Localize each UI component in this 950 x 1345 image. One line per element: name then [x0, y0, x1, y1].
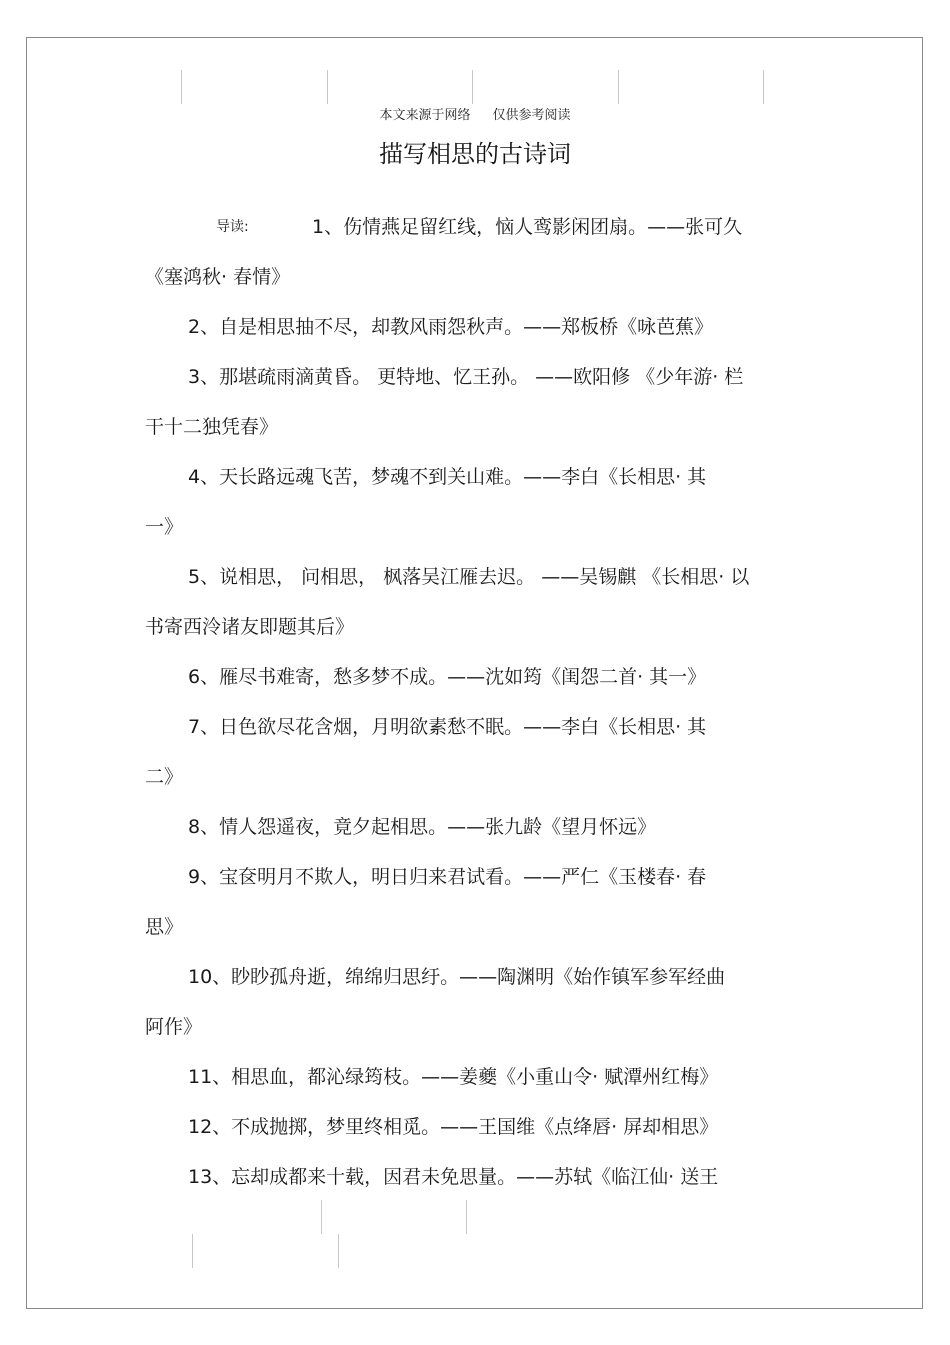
header-source: 本文来源于网络 [379, 108, 471, 123]
header-note [0, 104, 950, 123]
poem-line: 3、那堪疏雨滴黄昏。 更特地、忆王孙。 ——欧阳修 《少年游· 栏 [188, 366, 744, 388]
poem-line: 11、相思血，都沁绿筠枝。——姜夔《小重山令· 赋潭州红梅》 [188, 1066, 719, 1088]
poem-line: 7、日色欲尽花含烟，月明欲素愁不眠。——李白《长相思· 其 [188, 716, 707, 738]
scan-artifact-line [192, 1234, 193, 1268]
scan-artifact-line [618, 70, 619, 104]
scan-artifact-line [327, 70, 328, 104]
poem-line: 6、雁尽书难寄，愁多梦不成。——沈如筠《闺怨二首· 其一》 [188, 666, 707, 688]
poem-line: 5、说相思， 问相思， 枫落吴江雁去迟。 ——吴锡麒 《长相思· 以 [188, 566, 750, 588]
poem-line: 12、不成抛掷，梦里终相觅。——王国维《点绛唇· 屏却相思》 [188, 1116, 719, 1138]
scan-artifact-line [321, 1200, 322, 1234]
poem-line: 1、伤情燕足留红线，恼人鸾影闲团扇。——张可久 [312, 216, 743, 238]
scan-artifact-line [466, 1200, 467, 1234]
scan-artifact-line [338, 1234, 339, 1268]
poem-line: 2、自是相思抽不尽，却教风雨怨秋声。——郑板桥《咏芭蕉》 [188, 316, 714, 338]
poem-line: 10、眇眇孤舟逝，绵绵归思纡。——陶渊明《始作镇军参军经曲 [188, 966, 726, 988]
poem-line: 二》 [145, 766, 184, 788]
poem-line: 13、忘却成都来十载，因君未免思量。——苏轼《临江仙· 送王 [188, 1166, 719, 1188]
poem-line: 8、情人怨遥夜，竟夕起相思。——张九龄《望月怀远》 [188, 816, 657, 838]
scan-artifact-line [181, 70, 182, 104]
poem-line: 一》 [145, 516, 184, 538]
poem-line: 4、天长路远魂飞苦，梦魂不到关山难。——李白《长相思· 其 [188, 466, 707, 488]
poem-line: 9、宝奁明月不欺人，明日归来君试看。——严仁《玉楼春· 春 [188, 866, 707, 888]
poem-line: 《塞鸿秋· 春情》 [145, 266, 291, 288]
poem-line: 书寄西泠诸友即题其后》 [145, 616, 355, 638]
header-reference: 仅供参考阅读 [492, 108, 571, 123]
poem-line: 阿作》 [145, 1016, 203, 1038]
intro-label: 导读: [216, 219, 249, 235]
scan-artifact-line [763, 70, 764, 104]
scan-artifact-line [472, 70, 473, 104]
document-title: 描写相思的古诗词 [379, 140, 571, 168]
poem-line: 思》 [145, 916, 184, 938]
poem-line: 干十二独凭春》 [145, 416, 279, 438]
